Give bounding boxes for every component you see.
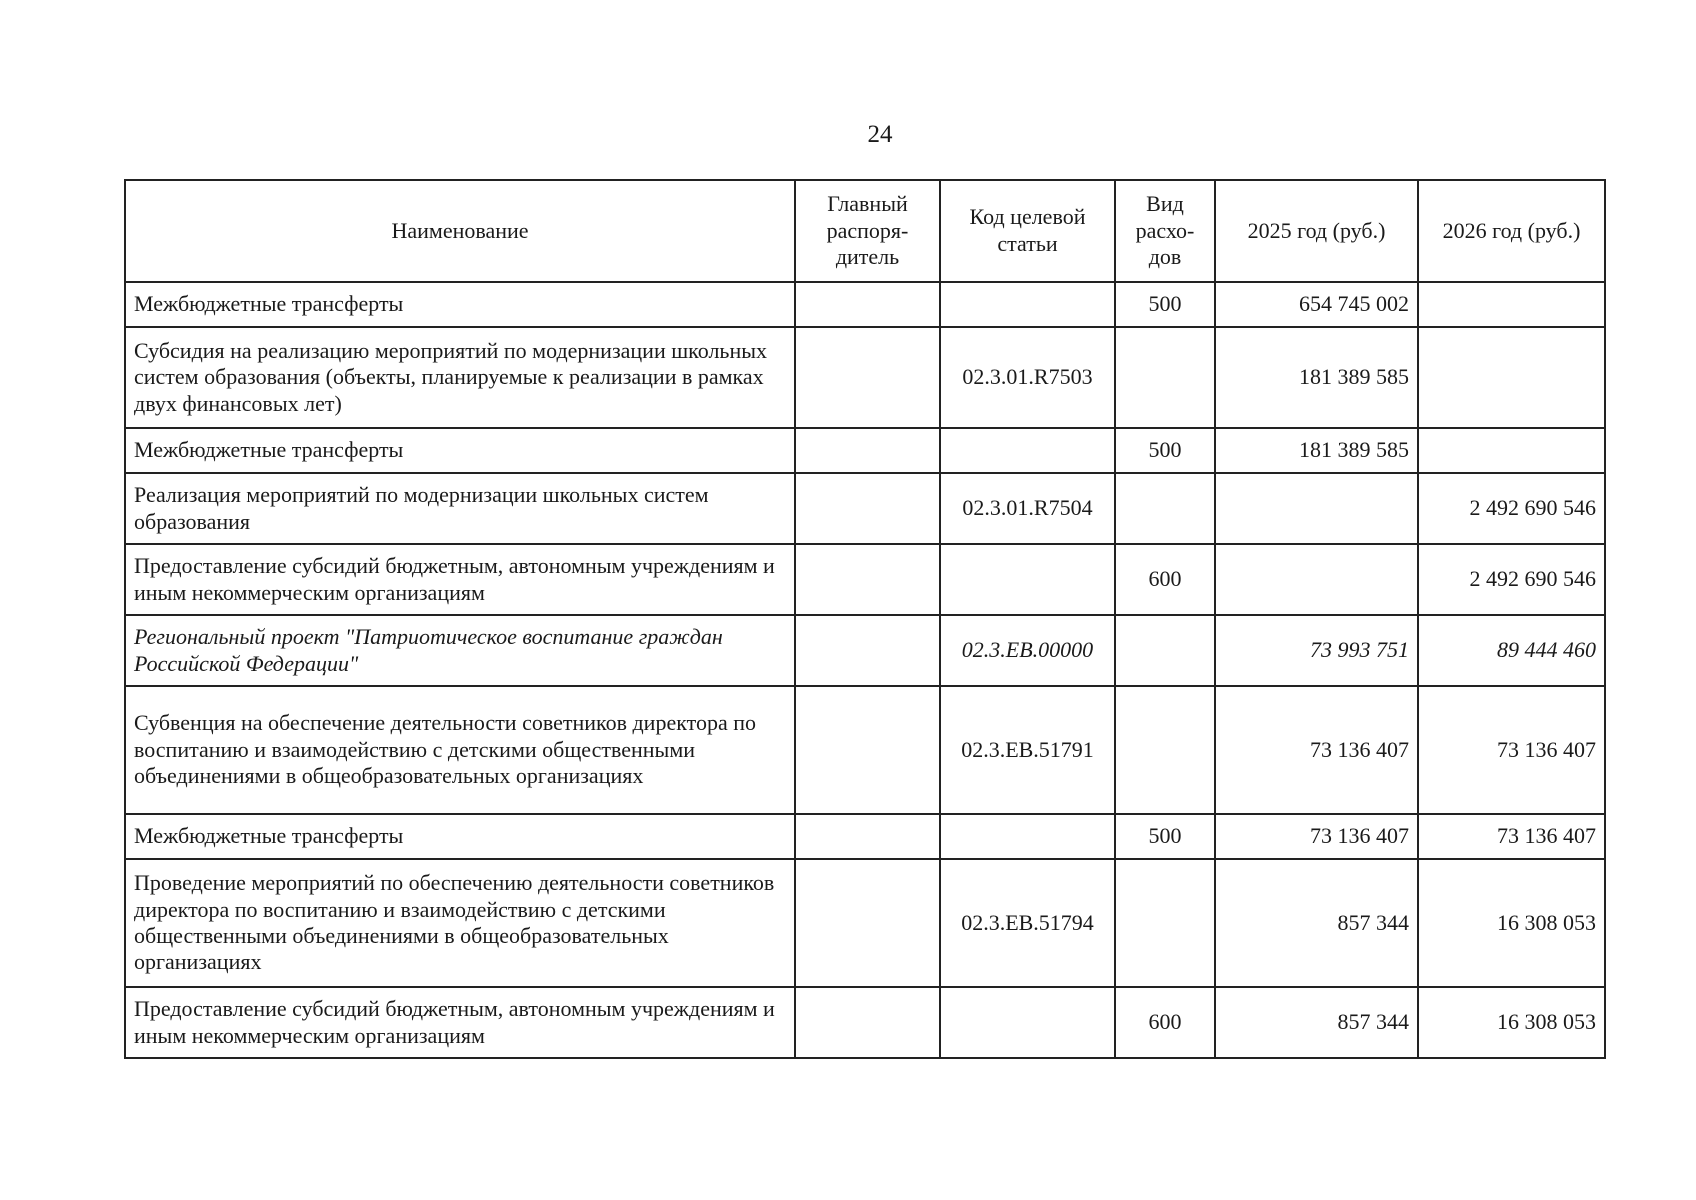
row-type [1115,473,1215,544]
row-name: Реализация мероприятий по модернизации школьных систем образования [125,473,795,544]
row-2026: 16 308 053 [1418,987,1605,1058]
row-name: Региональный проект "Патриотическое воспитание граждан Российской Федерации" [125,615,795,686]
row-2025: 181 389 585 [1215,428,1418,473]
row-name: Субсидия на реализацию мероприятий по модернизации школьных систем образования (объекты, планируемые к реализации в рамках двух финансовых лет) [125,327,795,428]
row-code: 02.3.01.R7504 [940,473,1115,544]
row-code [940,282,1115,327]
row-manager [795,428,940,473]
row-manager [795,327,940,428]
row-manager [795,686,940,814]
row-name: Межбюджетные трансферты [125,428,795,473]
row-2025: 181 389 585 [1215,327,1418,428]
row-manager [795,814,940,859]
table-row [125,544,1605,615]
row-code: 02.3.01.R7503 [940,327,1115,428]
row-type [1115,615,1215,686]
row-manager [795,615,940,686]
table-row [125,473,1605,544]
row-type: 500 [1115,428,1215,473]
table-header-row [125,180,1605,282]
row-code [940,544,1115,615]
row-2026: 73 136 407 [1418,686,1605,814]
row-2026 [1418,428,1605,473]
row-code: 02.3.ЕВ.51791 [940,686,1115,814]
row-2025: 73 136 407 [1215,814,1418,859]
row-2026: 89 444 460 [1418,615,1605,686]
row-name: Межбюджетные трансферты [125,814,795,859]
row-code [940,987,1115,1058]
header-manager: Главный распоря-дитель [795,180,940,282]
row-type: 500 [1115,282,1215,327]
row-name: Предоставление субсидий бюджетным, автономным учреждениям и иным некоммерческим организациям [125,544,795,615]
row-manager [795,987,940,1058]
row-2025 [1215,544,1418,615]
row-2026: 16 308 053 [1418,859,1605,987]
row-2026: 2 492 690 546 [1418,473,1605,544]
row-2026: 73 136 407 [1418,814,1605,859]
header-2025: 2025 год (руб.) [1215,180,1418,282]
row-2026: 2 492 690 546 [1418,544,1605,615]
row-type [1115,859,1215,987]
row-code: 02.3.ЕВ.00000 [940,615,1115,686]
row-code: 02.3.ЕВ.51794 [940,859,1115,987]
row-2025: 73 993 751 [1215,615,1418,686]
table-row-regional-project [125,615,1605,686]
table-row [125,428,1605,473]
row-name: Предоставление субсидий бюджетным, автономным учреждениям и иным некоммерческим организациям [125,987,795,1058]
row-type: 500 [1115,814,1215,859]
row-name: Проведение мероприятий по обеспечению деятельности советников директора по воспитанию и взаимодействию с детскими общественными объединениями в общеобразовательных организациях [125,859,795,987]
budget-table [124,179,1606,1059]
row-2025 [1215,473,1418,544]
row-2026 [1418,282,1605,327]
row-2026 [1418,327,1605,428]
table-row [125,282,1605,327]
table-row [125,686,1605,814]
table-row [125,859,1605,987]
header-name: Наименование [125,180,795,282]
row-2025: 654 745 002 [1215,282,1418,327]
table-row [125,987,1605,1058]
header-code: Код целевой статьи [940,180,1115,282]
table-row [125,814,1605,859]
row-code [940,814,1115,859]
row-code [940,428,1115,473]
row-2025: 857 344 [1215,987,1418,1058]
row-manager [795,282,940,327]
row-2025: 857 344 [1215,859,1418,987]
table-row [125,327,1605,428]
row-type: 600 [1115,544,1215,615]
page-number: 24 [867,121,893,148]
row-manager [795,859,940,987]
row-manager [795,473,940,544]
row-2025: 73 136 407 [1215,686,1418,814]
row-type: 600 [1115,987,1215,1058]
row-type [1115,686,1215,814]
row-name: Субвенция на обеспечение деятельности советников директора по воспитанию и взаимодействию с детскими общественными объединениями в общеобразовательных организациях [125,686,795,814]
row-name: Межбюджетные трансферты [125,282,795,327]
row-manager [795,544,940,615]
row-type [1115,327,1215,428]
header-2026: 2026 год (руб.) [1418,180,1605,282]
header-type: Вид расхо-дов [1115,180,1215,282]
